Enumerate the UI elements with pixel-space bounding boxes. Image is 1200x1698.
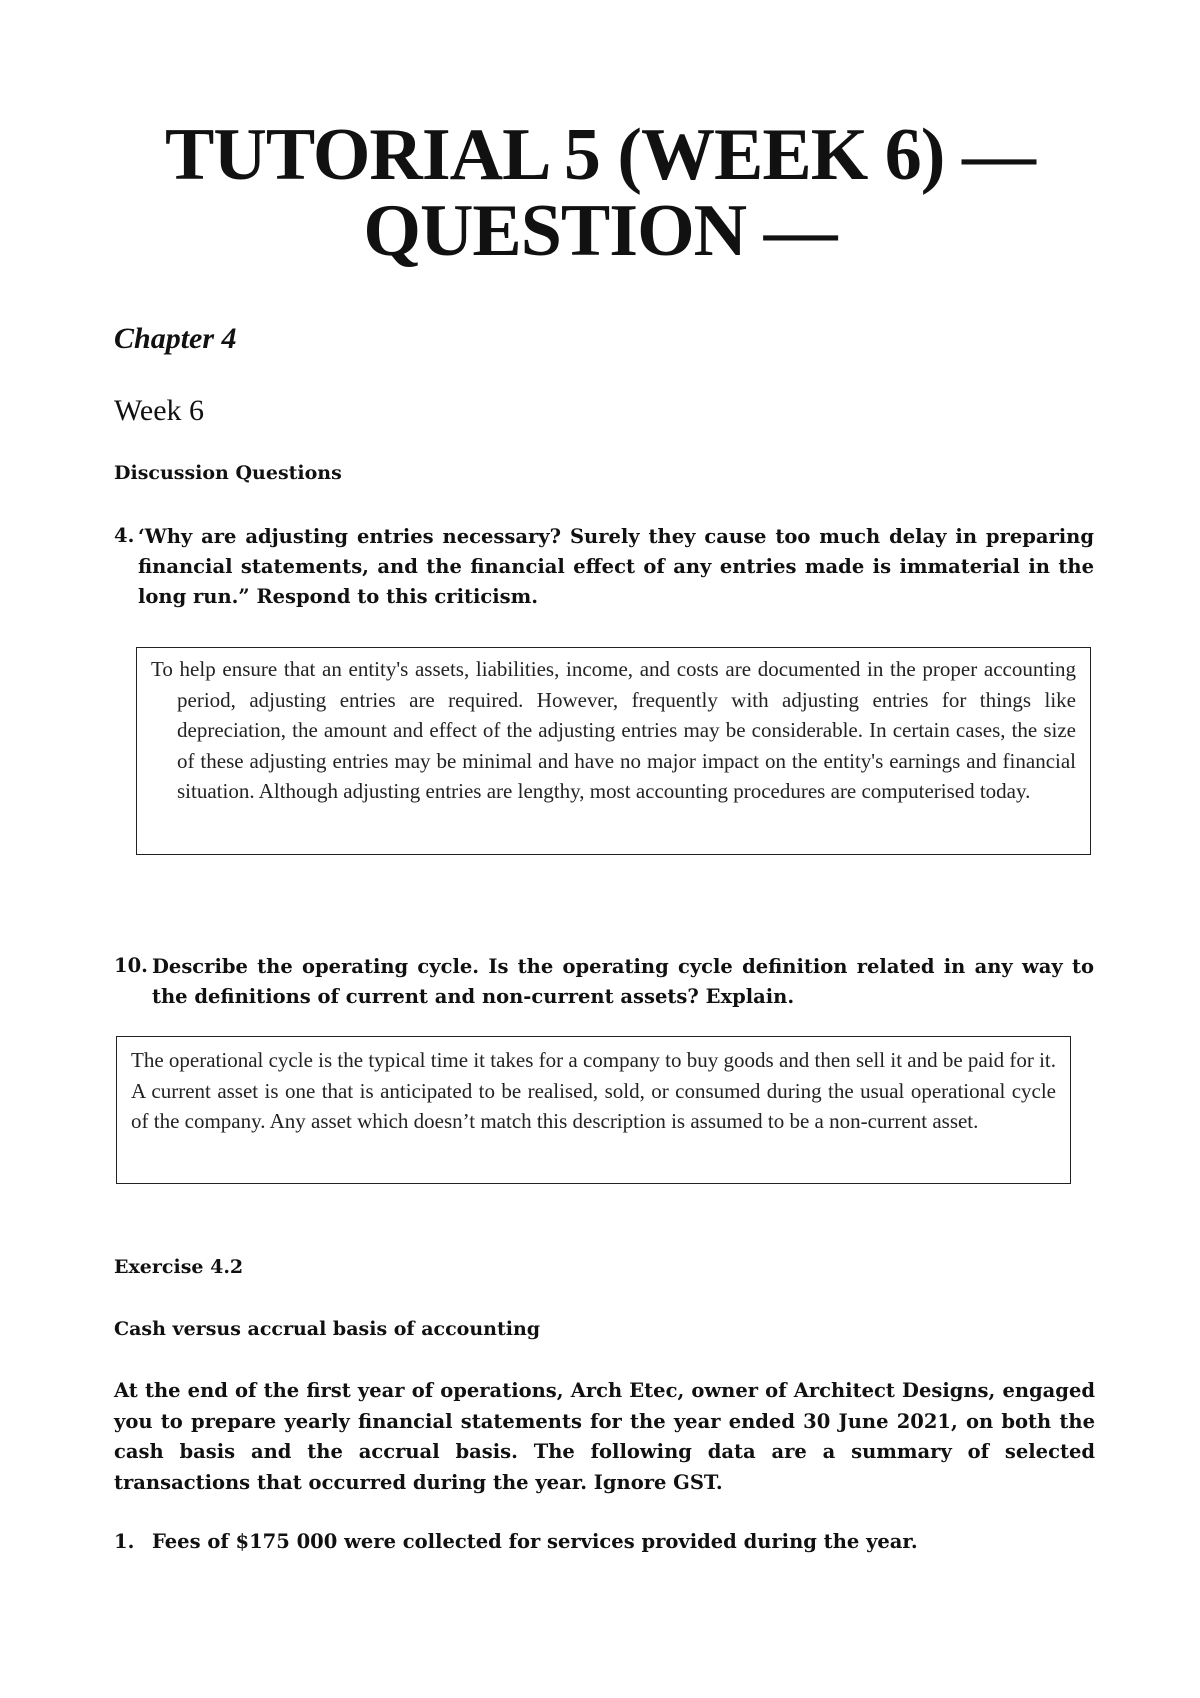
question-10-number: 10. — [114, 954, 148, 977]
answer-box-10 — [116, 1036, 1071, 1184]
exercise-subtitle: Cash versus accrual basis of accounting — [114, 1318, 541, 1340]
question-4-text: ‘Why are adjusting entries necessary? Surely they cause too much delay in preparing financial statements, and the financial effect of any entries made is immaterial in the long run.” Respond to this criticism. — [138, 525, 1094, 608]
answer-box-4 — [136, 647, 1091, 855]
exercise-item-1-text: Fees of $175 000 were collected for services provided during the year. — [152, 1530, 918, 1553]
answer-10-text: The operational cycle is the typical time it takes for a company to buy goods and then sell it and be paid for it. A current asset is one that is anticipated to be realised, sold, or consumed during the usual operational cycle of the company. Any asset which doesn’t match this description is assumed to be a non-current asset. — [131, 1048, 1056, 1133]
exercise-item-1-number: 1. — [114, 1530, 135, 1553]
answer-4-text: To help ensure that an entity's assets, liabilities, income, and costs are documented in the proper accounting period, adjusting entries are required. However, frequently with adjusting entries for things like depreciation, the amount and effect of the adjusting entries may be considerable. In certain cases, the size of these adjusting entries may be minimal and have no major impact on the entity's earnings and financial situation. Although adjusting entries are lengthy, most accounting procedures are computerised today. — [151, 657, 1076, 803]
chapter-heading: Chapter 4 — [114, 322, 237, 355]
question-4-number: 4. — [114, 524, 135, 547]
question-10-text: Describe the operating cycle. Is the operating cycle definition related in any way to the definitions of current and non-current assets? Explain. — [152, 955, 1094, 1008]
page-title-line-1: TUTORIAL 5 (WEEK 6) — — [165, 114, 1035, 196]
exercise-label: Exercise 4.2 — [114, 1256, 244, 1278]
exercise-intro: At the end of the first year of operations, Arch Etec, owner of Architect Designs, engaged you to prepare yearly financial statements for the year ended 30 June 2021, on both the cash basis and the accrual basis. The following data are a summary of selected transactions that occurred during the year. Ignore GST. — [114, 1379, 1095, 1494]
page-title-line-2: QUESTION — — [363, 190, 837, 272]
week-heading: Week 6 — [114, 394, 205, 427]
discussion-questions-label: Discussion Questions — [114, 462, 342, 484]
